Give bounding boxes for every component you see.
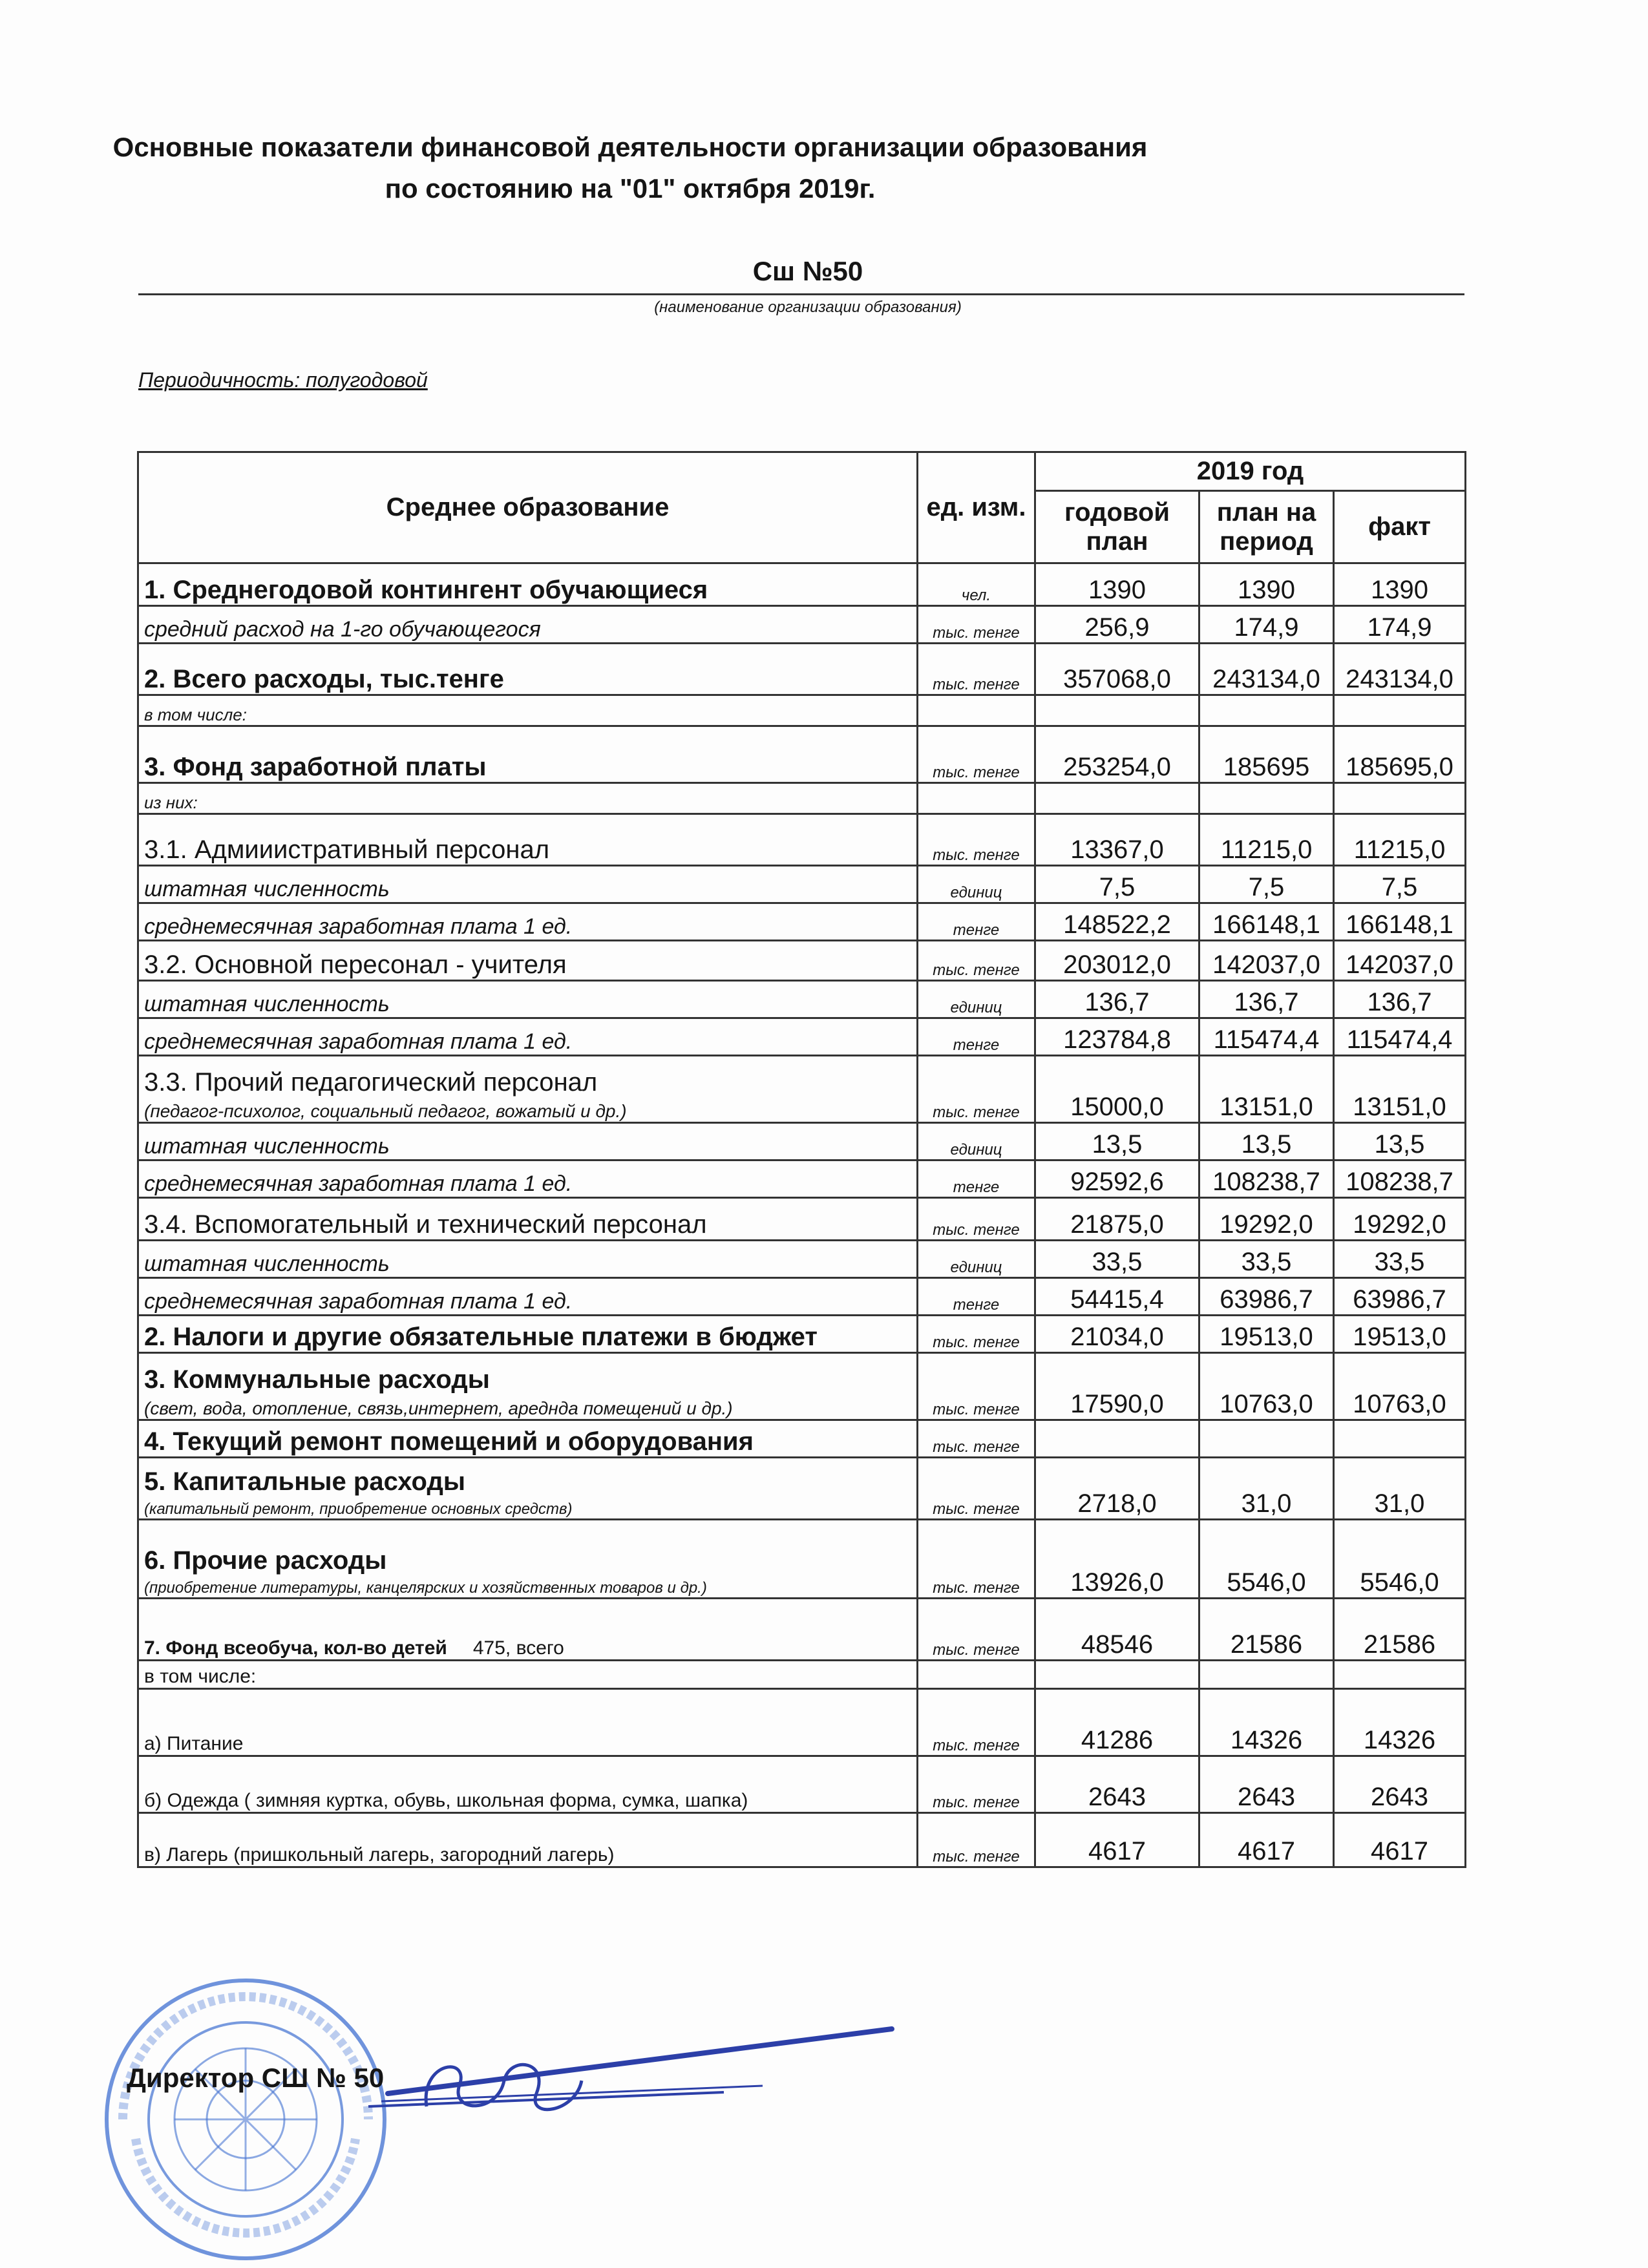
value-cell-v1: 13926,0 (1035, 1520, 1199, 1599)
row-unit: тыс. тенге (918, 1458, 1035, 1520)
director-label: Директор СШ № 50 (127, 2063, 385, 2093)
value-cell-v2: 108238,7 (1199, 1160, 1334, 1198)
row-label (138, 814, 918, 866)
row-unit: тыс. тенге (918, 1316, 1035, 1353)
value-cell-v2: 2643 (1199, 1756, 1334, 1813)
table-row (138, 606, 1466, 644)
value-cell-v1: 33,5 (1035, 1241, 1199, 1278)
table-row (138, 1056, 1466, 1123)
row-label (138, 1241, 918, 1278)
value-cell-v1: 2718,0 (1035, 1458, 1199, 1520)
value-cell-v3: 166148,1 (1334, 903, 1466, 941)
row-label-text: среднемесячная заработная плата 1 ед. (144, 914, 573, 939)
row-label-text: 3. Фонд заработной платы (144, 753, 487, 781)
value-cell-v3: 14326 (1334, 1689, 1466, 1756)
row-label-text: средний расход на 1-го обучающегося (144, 617, 541, 642)
row-label (138, 1689, 918, 1756)
row-label (138, 866, 918, 903)
row-unit: тыс. тенге (918, 1420, 1035, 1458)
value-cell-v3: 115474,4 (1334, 1018, 1466, 1056)
table-row (138, 1316, 1466, 1353)
table-row (138, 814, 1466, 866)
row-unit: тыс. тенге (918, 1756, 1035, 1813)
row-label (138, 563, 918, 606)
table-row (138, 866, 1466, 903)
row-unit: единиц (918, 981, 1035, 1018)
value-cell-v1 (1035, 1420, 1199, 1458)
row-label-text: 5. Капитальные расходы (144, 1467, 465, 1496)
row-label-text: 2. Налоги и другие обязательные платежи в бюджет (144, 1323, 818, 1351)
row-note: (приобретение литературы, канцелярских и хозяйственных товаров и др.) (144, 1579, 707, 1597)
row-label (138, 981, 918, 1018)
value-cell-v1: 15000,0 (1035, 1056, 1199, 1123)
row-label (138, 695, 918, 726)
table-row (138, 1520, 1466, 1599)
row-label-text: в том числе: (144, 705, 247, 724)
value-cell-v1: 203012,0 (1035, 941, 1199, 981)
value-cell-v1 (1035, 1661, 1199, 1689)
header-fact: факт (1334, 491, 1466, 563)
value-cell-v2 (1199, 783, 1334, 814)
value-cell-v3: 19292,0 (1334, 1198, 1466, 1241)
row-label-text: б) Одежда ( зимняя куртка, обувь, школьная форма, сумка, шапка) (144, 1790, 748, 1811)
row-label-text: 3.3. Прочий педагогический персонал (144, 1068, 598, 1097)
row-label-text: штатная численность (144, 877, 390, 901)
value-cell-v3: 174,9 (1334, 606, 1466, 644)
value-cell-v2: 185695 (1199, 726, 1334, 783)
finance-table (137, 451, 1466, 1868)
value-cell-v2: 136,7 (1199, 981, 1334, 1018)
table-row (138, 695, 1466, 726)
row-label-text: 3.4. Вспомогательный и технический персонал (144, 1210, 707, 1239)
value-cell-v1: 256,9 (1035, 606, 1199, 644)
row-unit: тыс. тенге (918, 1353, 1035, 1420)
table-row (138, 981, 1466, 1018)
value-cell-v3: 31,0 (1334, 1458, 1466, 1520)
value-cell-v2: 14326 (1199, 1689, 1334, 1756)
row-unit: чел. (918, 563, 1035, 606)
row-unit: единиц (918, 1123, 1035, 1160)
row-label (138, 1813, 918, 1867)
row-unit: тыс. тенге (918, 941, 1035, 981)
header-period-plan: план на период (1199, 491, 1334, 563)
row-label-text: а) Питание (144, 1733, 244, 1754)
header-year: 2019 год (1035, 452, 1466, 491)
row-label-text: 7. Фонд всеобуча, кол-во детей (144, 1637, 447, 1659)
row-label (138, 1316, 918, 1353)
value-cell-v1: 148522,2 (1035, 903, 1199, 941)
table-row (138, 1599, 1466, 1661)
value-cell-v1: 21034,0 (1035, 1316, 1199, 1353)
value-cell-v3: 2643 (1334, 1756, 1466, 1813)
row-unit: тыс. тенге (918, 606, 1035, 644)
value-cell-v3 (1334, 1661, 1466, 1689)
row-note: (капитальный ремонт, приобретение основных средств) (144, 1500, 573, 1518)
table-row (138, 1420, 1466, 1458)
table-body (138, 563, 1466, 1867)
value-cell-v3: 63986,7 (1334, 1278, 1466, 1316)
table-row (138, 1241, 1466, 1278)
row-label (138, 1160, 918, 1198)
row-label-text: в том числе: (144, 1666, 257, 1687)
value-cell-v1: 13367,0 (1035, 814, 1199, 866)
value-cell-v1: 123784,8 (1035, 1018, 1199, 1056)
value-cell-v3: 13151,0 (1334, 1056, 1466, 1123)
value-cell-v1: 41286 (1035, 1689, 1199, 1756)
value-cell-v1 (1035, 783, 1199, 814)
row-label-text: 4. Текущий ремонт помещений и оборудования (144, 1427, 754, 1456)
row-label (138, 1056, 918, 1123)
row-unit: тенге (918, 903, 1035, 941)
value-cell-v2: 115474,4 (1199, 1018, 1334, 1056)
value-cell-v3: 10763,0 (1334, 1353, 1466, 1420)
row-label (138, 1278, 918, 1316)
row-label-text: 1. Среднегодовой контингент обучающиеся (144, 576, 708, 604)
row-label (138, 644, 918, 695)
table-row (138, 903, 1466, 941)
row-unit: тенге (918, 1160, 1035, 1198)
row-label (138, 1599, 918, 1661)
value-cell-v3 (1334, 1420, 1466, 1458)
row-unit: тыс. тенге (918, 644, 1035, 695)
table-row (138, 1160, 1466, 1198)
value-cell-v2: 243134,0 (1199, 644, 1334, 695)
row-unit: тыс. тенге (918, 1056, 1035, 1123)
value-cell-v1: 2643 (1035, 1756, 1199, 1813)
report-title-line1: Основные показатели финансовой деятельности организации образования (112, 132, 1148, 162)
value-cell-v3: 136,7 (1334, 981, 1466, 1018)
value-cell-v2: 4617 (1199, 1813, 1334, 1867)
value-cell-v3: 5546,0 (1334, 1520, 1466, 1599)
table-row (138, 1353, 1466, 1420)
table-row (138, 1123, 1466, 1160)
table-row (138, 1278, 1466, 1316)
value-cell-v2: 166148,1 (1199, 903, 1334, 941)
row-unit: тыс. тенге (918, 814, 1035, 866)
value-cell-v2: 13,5 (1199, 1123, 1334, 1160)
table-row (138, 1756, 1466, 1813)
row-label-text: среднемесячная заработная плата 1 ед. (144, 1171, 573, 1196)
value-cell-v1: 21875,0 (1035, 1198, 1199, 1241)
director-signature (362, 2016, 905, 2132)
value-cell-v1: 357068,0 (1035, 644, 1199, 695)
value-cell-v2 (1199, 695, 1334, 726)
organization-underline (138, 293, 1464, 295)
value-cell-v1: 48546 (1035, 1599, 1199, 1661)
table-row (138, 563, 1466, 606)
value-cell-v2: 19292,0 (1199, 1198, 1334, 1241)
row-label-text: штатная численность (144, 992, 390, 1016)
row-label-text: штатная численность (144, 1134, 390, 1159)
row-label (138, 606, 918, 644)
row-unit: тыс. тенге (918, 1813, 1035, 1867)
row-label-text: в) Лагерь (пришкольный лагерь, загородний лагерь) (144, 1844, 615, 1865)
value-cell-v3: 142037,0 (1334, 941, 1466, 981)
row-label-text: 3.1. Адмииистративный персонал (144, 835, 550, 864)
value-cell-v3: 11215,0 (1334, 814, 1466, 866)
report-title-line2: по состоянию на "01" октября 2019г. (385, 173, 876, 204)
row-label (138, 941, 918, 981)
value-cell-v2: 142037,0 (1199, 941, 1334, 981)
row-label-text: 3.2. Основной пересонал - учителя (144, 950, 567, 979)
row-unit: единиц (918, 1241, 1035, 1278)
table-row (138, 726, 1466, 783)
value-cell-v1: 4617 (1035, 1813, 1199, 1867)
value-cell-v2: 13151,0 (1199, 1056, 1334, 1123)
row-note: (свет, вода, отопление, связь,интернет, ареднда помещений и др.) (144, 1398, 733, 1418)
value-cell-v2: 5546,0 (1199, 1520, 1334, 1599)
row-label (138, 1661, 918, 1689)
row-label (138, 1198, 918, 1241)
value-cell-v3: 33,5 (1334, 1241, 1466, 1278)
row-unit: тыс. тенге (918, 1520, 1035, 1599)
row-unit: тыс. тенге (918, 1198, 1035, 1241)
row-unit: тенге (918, 1278, 1035, 1316)
value-cell-v1: 253254,0 (1035, 726, 1199, 783)
value-cell-v2: 10763,0 (1199, 1353, 1334, 1420)
header-unit: ед. изм. (918, 452, 1035, 563)
organization-name: Сш №50 (752, 256, 863, 286)
value-cell-v2: 21586 (1199, 1599, 1334, 1661)
row-unit: тенге (918, 1018, 1035, 1056)
table-row (138, 644, 1466, 695)
table-row (138, 1689, 1466, 1756)
value-cell-v3: 19513,0 (1334, 1316, 1466, 1353)
table-row (138, 1458, 1466, 1520)
row-label (138, 1458, 918, 1520)
table-row (138, 941, 1466, 981)
row-label-text: 6. Прочие расходы (144, 1546, 387, 1575)
row-label-text: штатная численность (144, 1252, 390, 1276)
header-annual-plan: годовой план (1035, 491, 1199, 563)
value-cell-v3: 4617 (1334, 1813, 1466, 1867)
official-stamp (97, 1971, 394, 2268)
value-cell-v3: 13,5 (1334, 1123, 1466, 1160)
table-row (138, 1198, 1466, 1241)
row-label-text: 2. Всего расходы, тыс.тенге (144, 665, 504, 693)
value-cell-v1: 17590,0 (1035, 1353, 1199, 1420)
value-cell-v2: 31,0 (1199, 1458, 1334, 1520)
row-unit (918, 1661, 1035, 1689)
value-cell-v1: 136,7 (1035, 981, 1199, 1018)
row-label (138, 1420, 918, 1458)
value-cell-v2: 7,5 (1199, 866, 1334, 903)
row-unit: тыс. тенге (918, 1599, 1035, 1661)
value-cell-v3 (1334, 783, 1466, 814)
value-cell-v2: 19513,0 (1199, 1316, 1334, 1353)
row-label (138, 726, 918, 783)
value-cell-v2 (1199, 1661, 1334, 1689)
value-cell-v2: 63986,7 (1199, 1278, 1334, 1316)
value-cell-v2: 11215,0 (1199, 814, 1334, 866)
value-cell-v2: 1390 (1199, 563, 1334, 606)
value-cell-v1: 13,5 (1035, 1123, 1199, 1160)
table-row (138, 1813, 1466, 1867)
value-cell-v1: 92592,6 (1035, 1160, 1199, 1198)
row-unit: единиц (918, 866, 1035, 903)
row-label (138, 1123, 918, 1160)
row-label (138, 1756, 918, 1813)
table-row (138, 1018, 1466, 1056)
value-cell-v3: 1390 (1334, 563, 1466, 606)
value-cell-v3: 108238,7 (1334, 1160, 1466, 1198)
periodicity-label: Периодичность: полугодовой (138, 368, 428, 392)
row-label-text: среднемесячная заработная плата 1 ед. (144, 1029, 573, 1054)
row-label (138, 903, 918, 941)
row-label (138, 1018, 918, 1056)
value-cell-v3: 243134,0 (1334, 644, 1466, 695)
value-cell-v2 (1199, 1420, 1334, 1458)
row-unit: тыс. тенге (918, 1689, 1035, 1756)
children-count: 475, всего (472, 1637, 564, 1659)
row-unit (918, 695, 1035, 726)
value-cell-v3: 7,5 (1334, 866, 1466, 903)
row-unit (918, 783, 1035, 814)
value-cell-v3: 185695,0 (1334, 726, 1466, 783)
value-cell-v1: 1390 (1035, 563, 1199, 606)
table-row (138, 1661, 1466, 1689)
value-cell-v1: 54415,4 (1035, 1278, 1199, 1316)
organization-caption: (наименование организации образования) (654, 299, 962, 316)
row-note: (педагог-психолог, социальный педагог, вожатый и др.) (144, 1101, 627, 1121)
value-cell-v3 (1334, 695, 1466, 726)
row-label-text: среднемесячная заработная плата 1 ед. (144, 1289, 573, 1314)
row-label (138, 1353, 918, 1420)
row-label-text: из них: (144, 793, 198, 812)
row-label (138, 1520, 918, 1599)
table-row (138, 783, 1466, 814)
row-label-text: 3. Коммунальные расходы (144, 1365, 490, 1394)
row-unit: тыс. тенге (918, 726, 1035, 783)
value-cell-v3: 21586 (1334, 1599, 1466, 1661)
value-cell-v2: 33,5 (1199, 1241, 1334, 1278)
row-label (138, 783, 918, 814)
header-section: Среднее образование (138, 452, 918, 563)
value-cell-v1: 7,5 (1035, 866, 1199, 903)
value-cell-v2: 174,9 (1199, 606, 1334, 644)
value-cell-v1 (1035, 695, 1199, 726)
